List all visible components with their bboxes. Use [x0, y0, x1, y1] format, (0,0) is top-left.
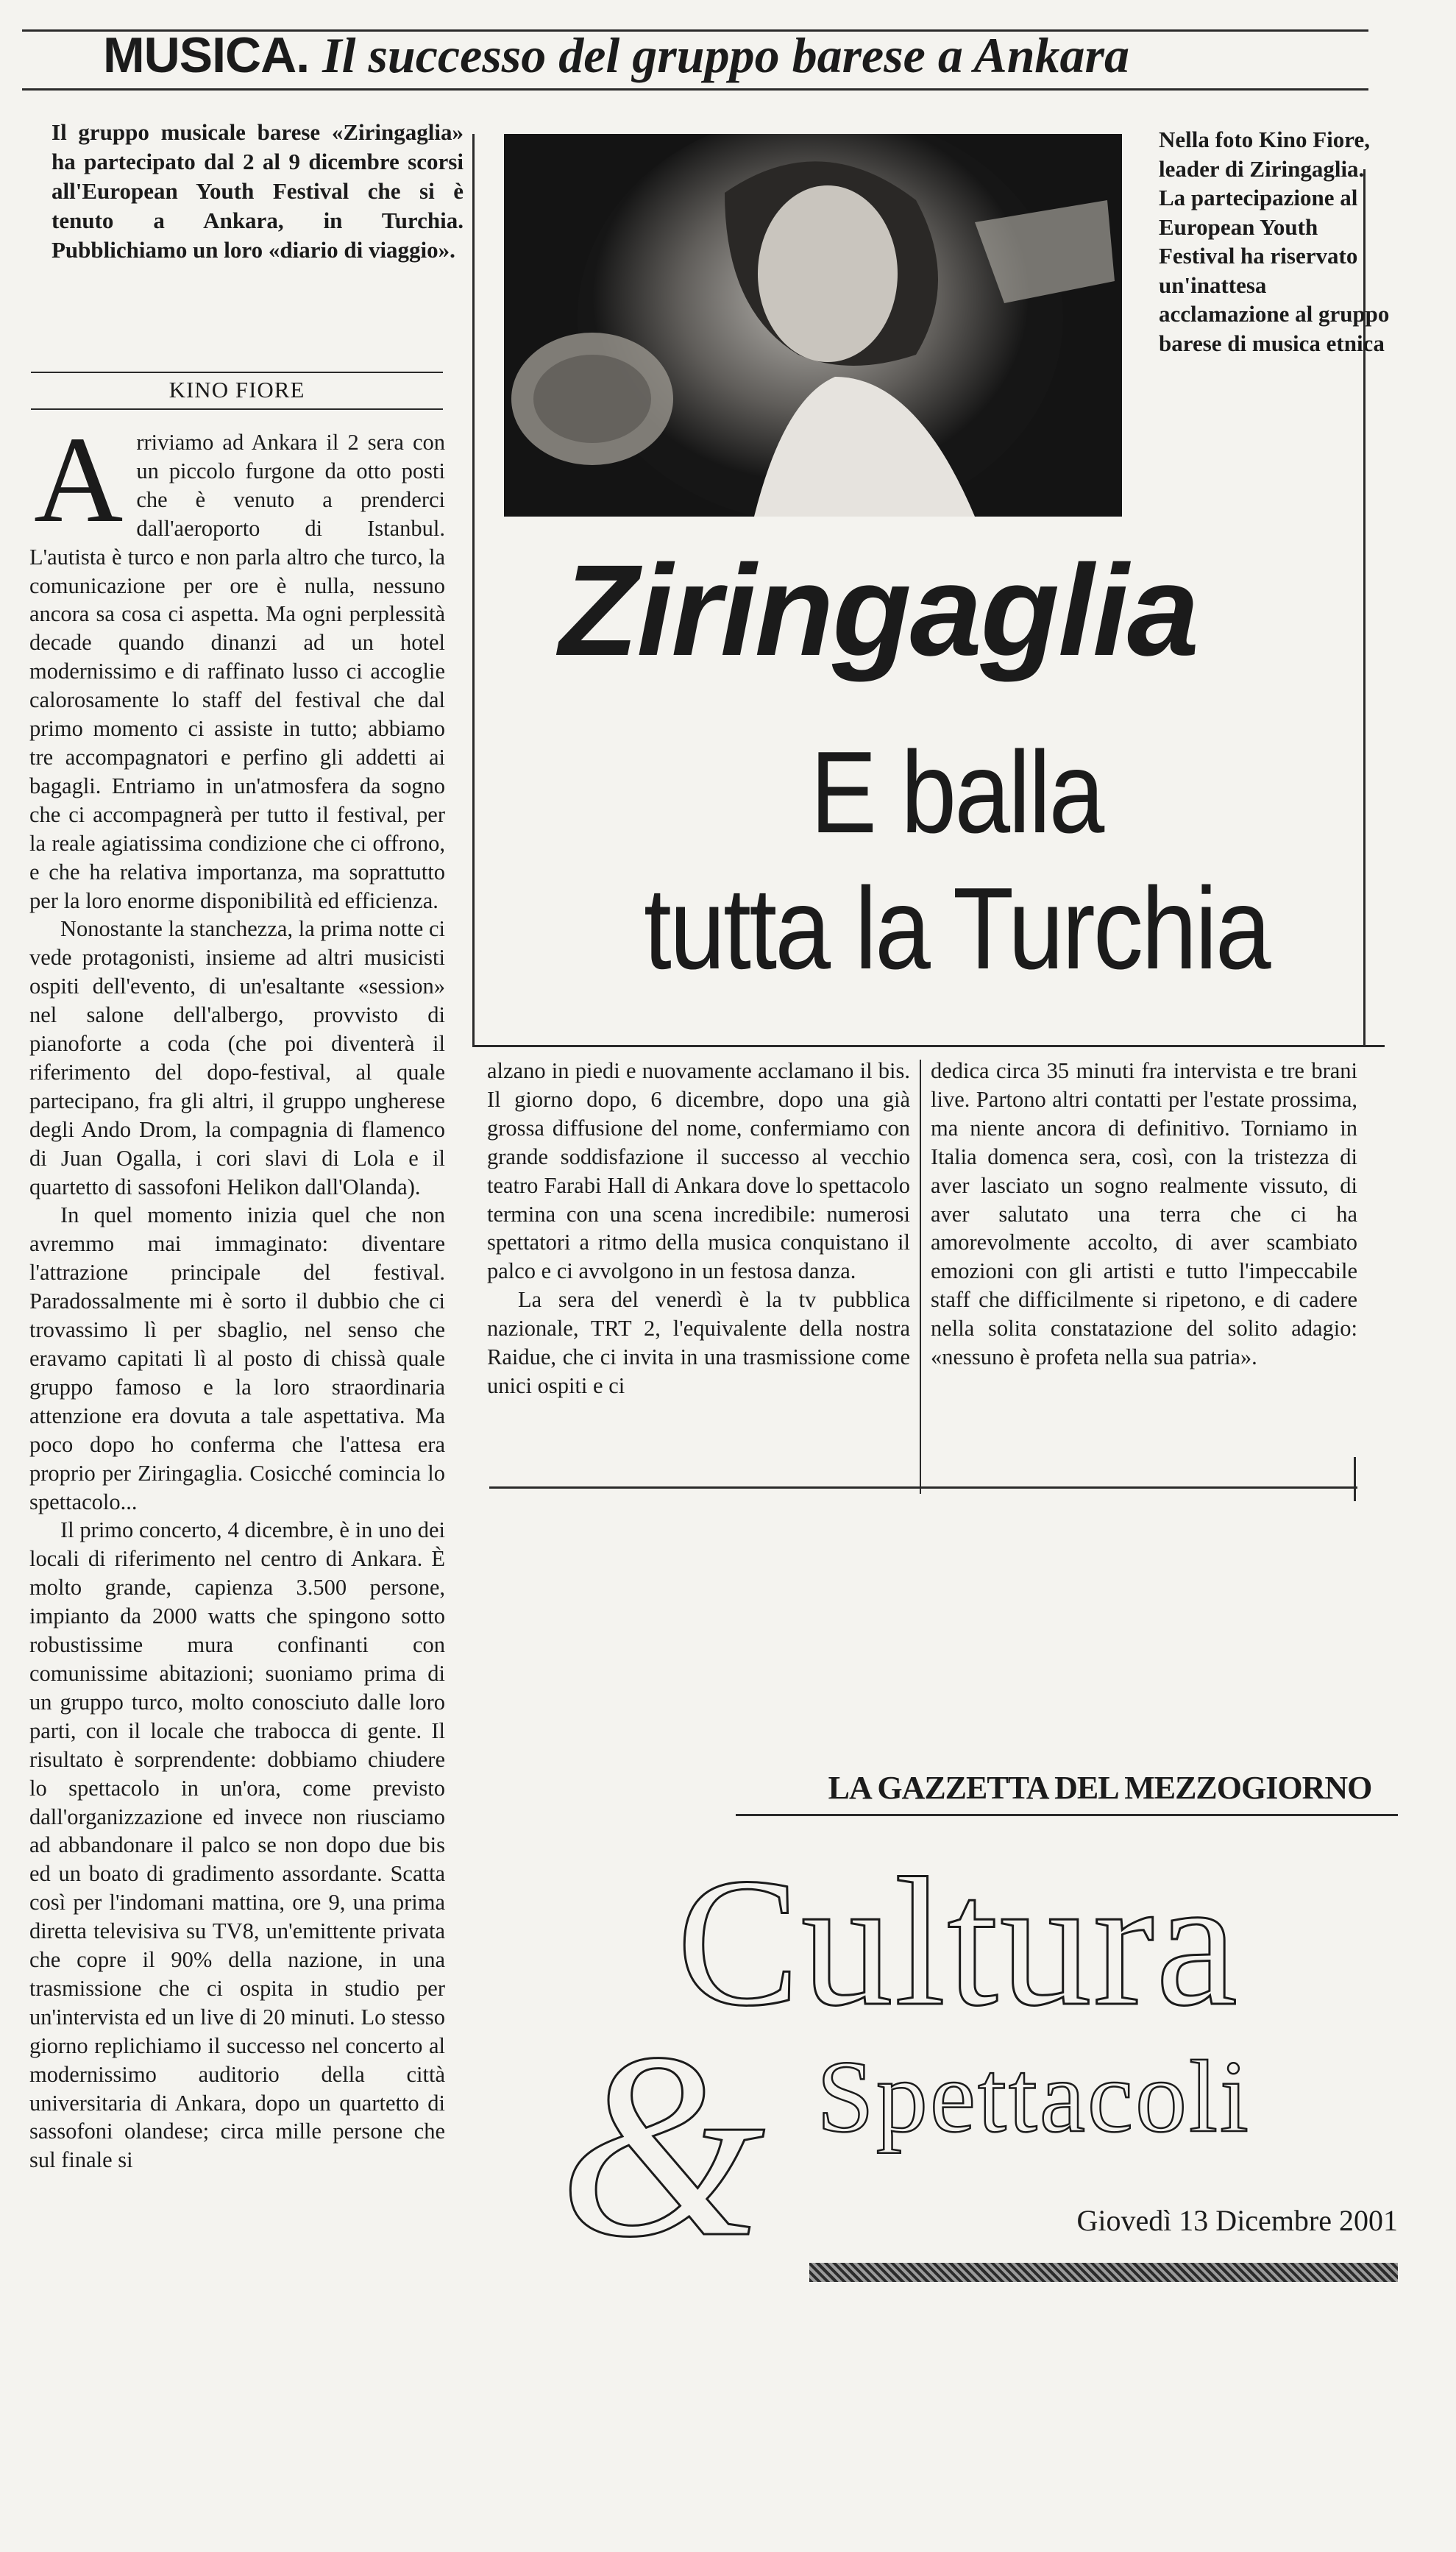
article-column-1 — [29, 428, 445, 2540]
section-kicker — [103, 22, 1354, 88]
bottom-frame-rule — [489, 1486, 1357, 1489]
article-column-3 — [931, 1057, 1357, 1498]
newspaper-masthead: LA GAZZETTA DEL MEZZOGIORNO — [828, 1770, 1372, 1806]
column-divider-2-3 — [920, 1060, 921, 1494]
article-paragraph-2: Nonostante la stanchezza, la prima notte ci vede protagonisti, insieme ad altri musicisti ospiti dell'evento, di un'esaltante «session» nel salone dell'albergo, provvisto di pianoforte a coda (che poi diventerà il riferimento del dopo-festival, al quale partecipano, fra gli altri, il gruppo ungherese degli Ando Drom, la compagnia di flamenco di Juan Ogalla, i cori slavi di Lola e il quartetto di sassofoni Helikon dall'Olanda). — [29, 916, 445, 1199]
issue-date: Giovedì 13 Dicembre 2001 — [1076, 2204, 1398, 2237]
photo-illustration — [504, 134, 1122, 517]
article-paragraph-6: La sera del venerdì è la tv pubblica nazionale, TRT 2, l'equivalente della nostra Raidue, che ci invita in una trasmissione come unici ospiti e ci — [487, 1287, 910, 1398]
article-paragraph-5: alzano in piedi e nuovamente acclamano il bis. Il giorno dopo, 6 dicembre, dopo una già grossa diffusione del nome, confermiamo con grande soddisfazione il successo al vecchio teatro Farabi Hall di Ankara dove lo spettacolo termina con una scena incredibile: numerosi spettatori a ritmo della musica conquistano il palco e ci avvolgono in un festosa danza. — [487, 1058, 910, 1284]
photo-caption: Nella foto Kino Fiore, leader di Ziringaglia. La partecipazione al European Youth Festival ha riservato un'inattesa acclamazione al gruppo barese di musica etnica — [1159, 127, 1390, 356]
hatched-bar — [809, 2263, 1398, 2282]
byline-rule-top — [31, 372, 443, 373]
section-logo-ampersand: & — [559, 1998, 766, 2292]
article-paragraph-4: Il primo concerto, 4 dicembre, è in uno dei locali di riferimento nel centro di Ankara. È molto grande, capienza 3.500 persone, impianto da 2000 watts che spingono sotto robustissime mura confinanti con comunissime abitazioni; suoniamo prima di un gruppo turco, molto conosciuto dalle loro parti, con il locale che trabocca di gente. Il risultato è sorprendente: dobbiamo chiudere lo spettacolo in un'ora, come previsto dall'organizzazione ed invece non riusciamo ad abbandonare il palco se non dopo due bis ed un boato di gradimento assordante. Scatta così per l'indomani mattina, ore 9, una prima diretta televisiva su TV8, un'emittente privata che copre il 90% della nazione, in una trasmissione che ci ospita in studio per un'intervista ed un live di 20 minuti. Lo stesso giorno replichiamo il successo nel concerto al modernissimo auditorio della città universitaria di Ankara, dopo un quartetto di sassofoni olandese; circa mille persone che sul finale si — [29, 1517, 445, 2173]
corner-rule — [1354, 1457, 1356, 1501]
section-label: MUSICA. — [103, 27, 310, 83]
portrait-photo — [504, 134, 1122, 517]
section-logo-cultura: Cultura — [677, 1840, 1239, 2044]
column-divider-top — [472, 134, 475, 1046]
headline-main — [577, 725, 1336, 997]
masthead-rule — [736, 1814, 1398, 1816]
lead-paragraph: Il gruppo musicale barese «Ziringaglia» ha partecipato dal 2 al 9 dicembre scorsi all'European Youth Festival che si è tenuto a Ankara, in Turchia. Pubblichiamo un loro «diario di viaggio». — [52, 119, 464, 263]
article-column-2 — [487, 1057, 910, 1498]
headline-bottom-rule — [472, 1045, 1385, 1047]
headline-band-name: Ziringaglia — [559, 539, 1198, 683]
byline-rule-bottom — [31, 408, 443, 410]
article-paragraph-1: rriviamo ad Ankara il 2 sera con un piccolo furgone da otto posti che è venuto a prenderci dall'aeroporto di Istanbul. L'autista è turco e non parla altro che turco, la comunicazione per ore è nulla, nessuno ancora sa cosa ci aspetta. Ma ogni perplessità decade quando dinanzi ad un hotel modernissimo e di raffinato lusso ci accoglie calorosamente lo staff del festival che dal primo momento ci assiste in tutto; abbiamo tre accompagnatori e perfino gli addetti ai bagagli. Entriamo in un'atmosfera da sogno che ci accompagnerà per tutto il festival, per la reale agiatissima condizione che ci offrono, e che ha relativa importanza, ma soprattutto per la loro enorme disponibilità ed efficienza. — [29, 430, 445, 913]
kicker-title: Il successo del gruppo barese a Ankara — [322, 27, 1129, 83]
headline-line-2: E balla — [810, 728, 1103, 857]
header-rule — [22, 88, 1368, 91]
section-logo-spettacoli: Spettacoli — [817, 2040, 1251, 2154]
article-paragraph-7: dedica circa 35 minuti fra intervista e tre brani live. Partono altri contatti per l'estate prossima, ma niente ancora di definitivo. Torniamo in Italia domenca sera, così, con la tristezza di aver lasciato un sogno realmente vissuto, di aver salutato una terra che ci ha amorevolmente accolto, di aver scambiato emozioni con gli artisti e tutto l'impeccabile staff che difficilmente si ripetono, e di cadere nella solita constatazione del solito adagio: «nessuno è profeta nella sua patria». — [931, 1058, 1357, 1370]
headline-line-3: tutta la Turchia — [644, 864, 1269, 993]
drop-cap: A — [34, 428, 124, 548]
byline: KINO FIORE — [168, 377, 305, 403]
article-paragraph-3: In quel momento inizia quel che non avremmo mai immaginato: diventare l'attrazione principale del festival. Paradossalmente mi è sorto il dubbio che ci trovassimo lì per sbaglio, nel senso che eravamo capitati lì al posto di chissà quale gruppo famoso e la loro straordinaria attenzione era dovuta a tale aspettativa. Ma poco dopo ho conferma che l'attesa era proprio per Ziringaglia. Cosicché comincia lo spettacolo... — [29, 1202, 445, 1514]
